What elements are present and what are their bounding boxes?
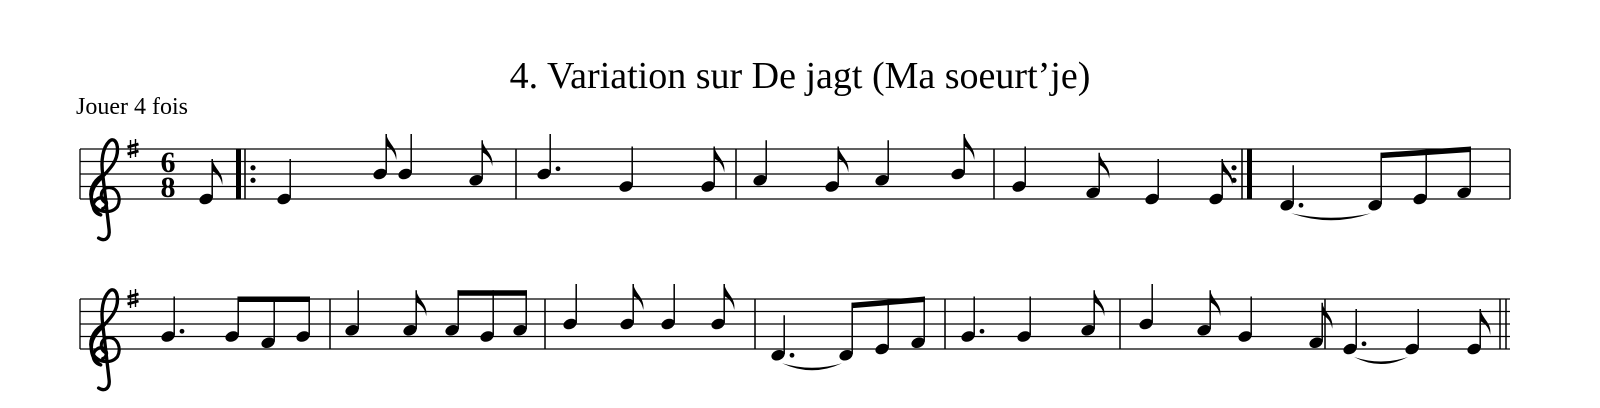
note: [1080, 290, 1105, 337]
augmentation-dot: [1299, 203, 1304, 208]
flag: [964, 134, 974, 160]
note: [402, 290, 427, 337]
sharp-bar: [128, 301, 139, 304]
note: [276, 159, 292, 206]
flag: [482, 140, 492, 166]
flag: [386, 134, 396, 160]
repeat-dot: [250, 165, 255, 170]
note: [1011, 147, 1027, 194]
sharp-bar: [128, 294, 139, 297]
note: [618, 147, 634, 194]
repeat-dot: [250, 178, 255, 183]
time-signature-denominator: 8: [160, 171, 176, 204]
flag: [838, 147, 848, 173]
treble-clef: [91, 140, 119, 240]
augmentation-dot: [790, 353, 795, 358]
sharp-bar: [128, 144, 139, 147]
time-signature-numerator: 6: [160, 146, 176, 179]
note: [562, 284, 578, 331]
flag: [1322, 303, 1332, 329]
flag: [1094, 290, 1104, 316]
tie: [1291, 213, 1371, 220]
page-title: 4. Variation sur De jagt (Ma soeurt’je): [509, 55, 1091, 97]
note: [1404, 309, 1420, 356]
sharp-bar: [128, 151, 139, 154]
flag: [212, 159, 222, 185]
repeat-start-thick: [236, 149, 241, 199]
note: [1237, 297, 1253, 344]
note: [1144, 159, 1160, 206]
flag: [1480, 309, 1490, 335]
augmentation-dot: [980, 329, 985, 334]
beam: [238, 297, 310, 303]
flag: [1222, 159, 1232, 185]
augmentation-dot: [556, 166, 561, 171]
note: [344, 290, 360, 337]
performance-instruction: Jouer 4 fois: [76, 94, 188, 120]
note: [1016, 297, 1032, 344]
augmentation-dot: [180, 329, 185, 334]
flag: [1099, 153, 1109, 179]
repeat-dot: [1231, 165, 1236, 170]
flag: [416, 290, 426, 316]
note: [1085, 153, 1110, 200]
flag: [633, 284, 643, 310]
flag: [714, 147, 724, 173]
repeat-end-thick: [1247, 149, 1252, 199]
flag: [1210, 290, 1220, 316]
note: [1138, 284, 1154, 331]
treble-clef: [91, 290, 119, 390]
note: [874, 140, 890, 187]
tie: [782, 363, 842, 370]
tie: [1354, 357, 1408, 364]
note: [397, 134, 413, 181]
staff-1: [80, 134, 1510, 240]
note: [468, 140, 493, 187]
note: [1308, 303, 1333, 350]
note: [660, 284, 676, 331]
note: [752, 140, 768, 187]
beam: [458, 290, 527, 296]
augmentation-dot: [1362, 341, 1367, 346]
staff-2: [80, 284, 1510, 390]
flag: [724, 284, 734, 310]
note: [1196, 290, 1221, 337]
